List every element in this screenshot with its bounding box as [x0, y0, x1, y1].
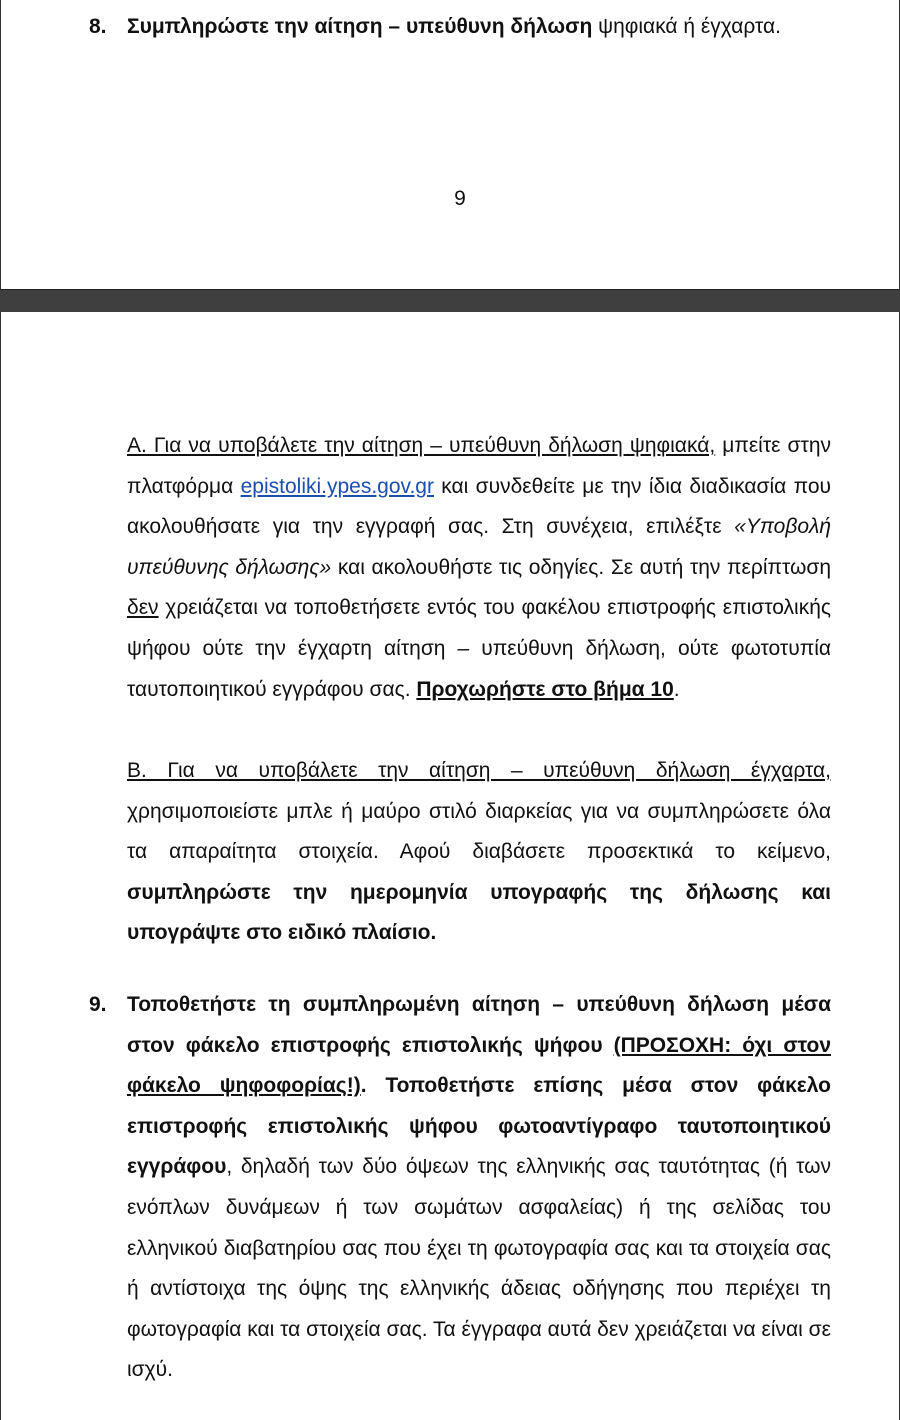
- option-b-bold-instruction: συμπληρώστε την ημερομηνία υπογραφής της δήλωσης και υπογράψτε στο ειδικό πλαίσιο.: [127, 880, 831, 945]
- submit-declaration-option: «Υποβολή υπεύθυνης δήλωσης»: [127, 515, 831, 579]
- page-number: 9: [454, 187, 466, 210]
- step-9-rest-text: , δηλαδή των δύο όψεων της ελληνικής σας ταυτότητας (ή των ενόπλων δυνάμεων ή των σωμάτων ασφαλείας) ή της σελίδας του ελληνικού διαβατηρίου σας που έχει τη φωτογραφία σας και τα στοιχεία σας ή αντίστοιχα της όψης της ελληνικής άδειας οδήγησης που περιέχει τη φωτογραφία και τα στοιχεία σας. Τα έγγραφα αυτά δεν χρειάζεται να είναι σε ισχύ.: [127, 1155, 831, 1382]
- option-b-paragraph: [127, 751, 831, 954]
- step-8-paragraph: [127, 7, 831, 48]
- step-9-number: 9.: [89, 993, 107, 1016]
- document-page-top: [0, 0, 900, 290]
- option-a-text: και ακολουθήστε τις οδηγίες. Σε αυτή την περίπτωση: [331, 555, 832, 579]
- document-page-bottom: [0, 312, 900, 1420]
- option-a-text: μπείτε στην πλατφόρμα: [127, 434, 831, 498]
- step-8-number: 8.: [89, 15, 107, 38]
- option-a-paragraph: [127, 426, 831, 710]
- step-9-warning: (ΠΡΟΣΟΧΗ: όχι στον φάκελο ψηφοφορίας!): [127, 1033, 831, 1098]
- option-a-text: .: [673, 677, 680, 701]
- proceed-step-10: Προχωρήστε στο βήμα 10: [416, 677, 674, 701]
- step-9-paragraph: [127, 985, 831, 1391]
- option-a-intro: Α. Για να υποβάλετε την αίτηση – υπεύθυνη δήλωση ψηφιακά,: [127, 434, 716, 457]
- page-gap-separator: [0, 290, 900, 312]
- not-required-word: δεν: [127, 596, 159, 620]
- step-8-rest-text: ψηφιακά ή έγχαρτα.: [592, 15, 782, 38]
- step-9-bold-text: Τοποθετήστε τη συμπληρωμένη αίτηση – υπεύθυνη δήλωση μέσα στον φάκελο επιστροφής επιστολικής ψήφου: [127, 993, 831, 1057]
- step-9-bold-text: . Τοποθετήστε επίσης μέσα στον φάκελο επιστροφής επιστολικής ψήφου φωτοαντίγραφο ταυτοποιητικού εγγράφου: [127, 1074, 831, 1179]
- option-b-intro: Β. Για να υποβάλετε την αίτηση – υπεύθυνη δήλωση έγχαρτα,: [127, 759, 831, 782]
- option-b-text: χρησιμοποιείστε μπλε ή μαύρο στιλό διαρκείας για να συμπληρώσετε όλα τα απαραίτητα στοιχεία. Αφού διαβάσετε προσεκτικά το κείμενο,: [127, 799, 831, 864]
- step-8-bold-text: Συμπληρώστε την αίτηση – υπεύθυνη δήλωση: [127, 15, 593, 38]
- option-a-text: και συνδεθείτε με την ίδια διαδικασία που ακολουθήσατε για την εγγραφή σας. Στη συνέχεια, επιλέξτε: [127, 474, 831, 539]
- epistoliki-link[interactable]: epistoliki.ypes.gov.gr: [240, 474, 434, 498]
- option-a-text: χρειάζεται να τοποθετήσετε εντός του φακέλου επιστροφής επιστολικής ψήφου ούτε την έγχαρτη αίτηση – υπεύθυνη δήλωση, ούτε φωτοτυπία ταυτοποιητικού εγγράφου σας.: [127, 596, 831, 701]
